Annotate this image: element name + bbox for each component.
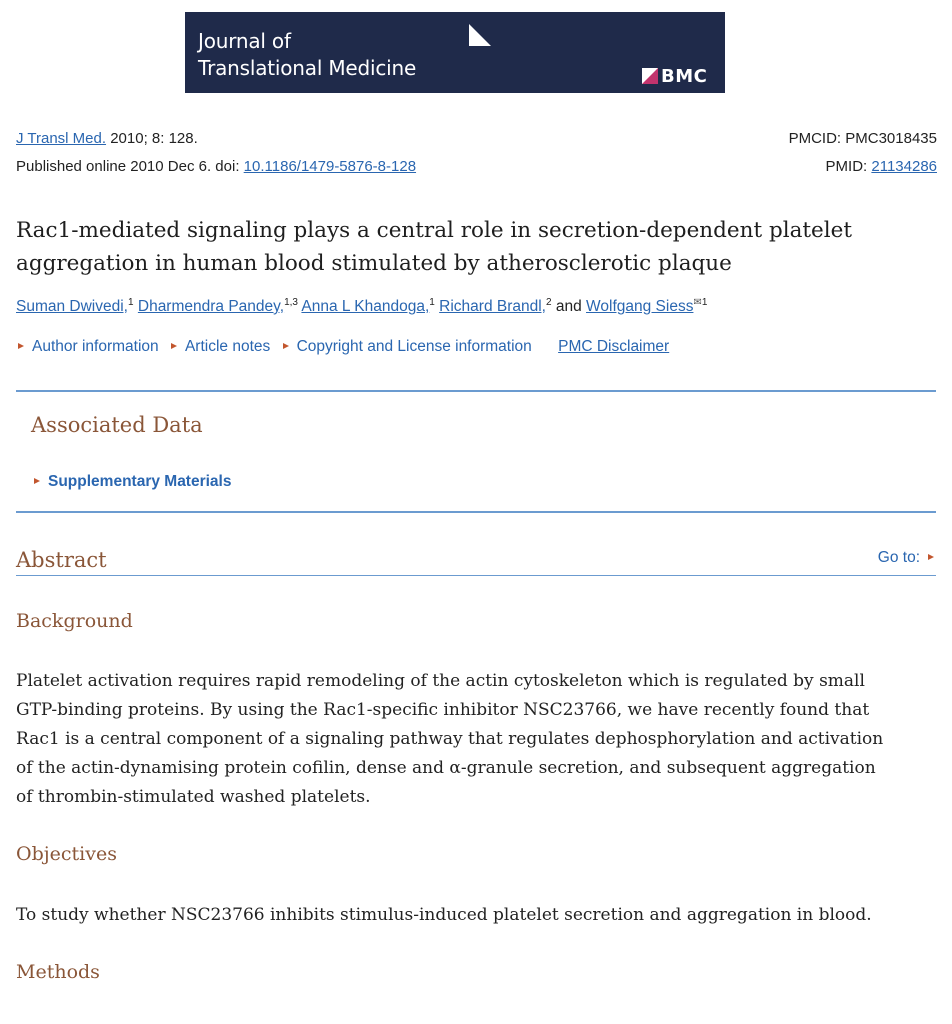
paragraph-line: of thrombin-stimulated washed platelets. <box>16 787 371 807</box>
abstract-heading: Abstract <box>16 548 107 572</box>
journal-banner[interactable] <box>185 12 725 93</box>
citation-volume: 2010; 8: 128. <box>106 130 198 147</box>
bmc-logo-icon <box>642 68 658 84</box>
published-line <box>16 157 416 177</box>
journal-name <box>198 28 416 82</box>
expand-triangle-icon <box>283 343 289 349</box>
published-date: Published online 2010 Dec 6. doi: <box>16 158 244 175</box>
associated-data-heading: Associated Data <box>31 413 203 437</box>
objectives-paragraph: To study whether NSC23766 inhibits stimulus-induced platelet secretion and aggregation in blood. <box>16 905 872 925</box>
divider <box>16 575 936 576</box>
author-link[interactable]: Wolfgang Siess <box>586 298 694 315</box>
author-affiliation[interactable]: 2 <box>545 297 552 308</box>
pmid-line <box>826 157 937 177</box>
pmid-link[interactable]: 21134286 <box>871 158 937 175</box>
go-to-menu[interactable] <box>878 548 934 568</box>
paragraph-line: of the actin-dynamising protein cofilin, dense and α-granule secretion, and subsequent aggregation <box>16 758 876 778</box>
author-link[interactable]: Dharmendra Pandey, <box>137 298 285 315</box>
methods-heading: Methods <box>16 961 100 983</box>
article-title-line1: Rac1-mediated signaling plays a central role in secretion-dependent platelet <box>16 218 853 243</box>
author-link[interactable]: Richard Brandl, <box>439 298 546 315</box>
citation-line <box>16 129 198 149</box>
authors-and: and <box>551 298 587 315</box>
pmc-disclaimer-link[interactable]: PMC Disclaimer <box>558 338 670 355</box>
expand-triangle-icon <box>18 343 24 349</box>
pmcid: PMCID: PMC3018435 <box>788 130 937 147</box>
author-affiliation[interactable]: 1 <box>128 297 134 308</box>
doi-link[interactable]: 10.1186/1479-5876-8-128 <box>243 158 417 175</box>
supplementary-materials-label: Supplementary Materials <box>48 473 232 490</box>
journal-name-line2: Translational Medicine <box>198 56 417 80</box>
copyright-toggle[interactable]: Copyright and License information <box>296 338 532 355</box>
paragraph-line: GTP-binding proteins. By using the Rac1-specific inhibitor NSC23766, we have recently found that <box>16 700 870 720</box>
author-link[interactable]: Suman Dwivedi, <box>16 298 128 315</box>
go-to-label: Go to: <box>877 549 920 566</box>
paragraph-line: Platelet activation requires rapid remodeling of the actin cytoskeleton which is regulated by small <box>16 671 865 691</box>
background-heading: Background <box>16 610 133 632</box>
objectives-heading: Objectives <box>16 843 117 865</box>
author-affiliation[interactable]: 1 <box>429 297 435 308</box>
supplementary-materials-toggle[interactable] <box>34 472 231 492</box>
article-notes-toggle[interactable]: Article notes <box>184 338 271 355</box>
author-link[interactable]: Anna L Khandoga, <box>301 298 430 315</box>
divider <box>16 511 936 513</box>
article-title <box>16 214 916 280</box>
article-title-line2: aggregation in human blood stimulated by atherosclerotic plaque <box>16 251 732 276</box>
banner-triangle-decoration <box>469 24 491 46</box>
bmc-logo-text: BMC <box>661 65 708 87</box>
divider <box>16 390 936 392</box>
author-affiliation[interactable]: 1,3 <box>284 297 298 308</box>
expand-triangle-icon <box>171 343 177 349</box>
author-affiliation[interactable]: 1 <box>701 297 708 308</box>
journal-name-line1: Journal of <box>198 29 291 53</box>
bmc-logo <box>642 64 707 88</box>
author-information-toggle[interactable]: Author information <box>32 338 159 355</box>
journal-link[interactable]: J Transl Med. <box>16 130 107 147</box>
article-meta-links <box>18 337 669 357</box>
paragraph-line: Rac1 is a central component of a signaling pathway that regulates dephosphorylation and activation <box>16 729 884 749</box>
email-icon[interactable]: ✉ <box>693 297 702 308</box>
background-paragraph <box>16 667 938 812</box>
pmid-label: PMID: <box>825 158 872 175</box>
author-list <box>16 293 707 317</box>
expand-triangle-icon <box>928 554 934 560</box>
expand-triangle-icon <box>34 478 40 484</box>
